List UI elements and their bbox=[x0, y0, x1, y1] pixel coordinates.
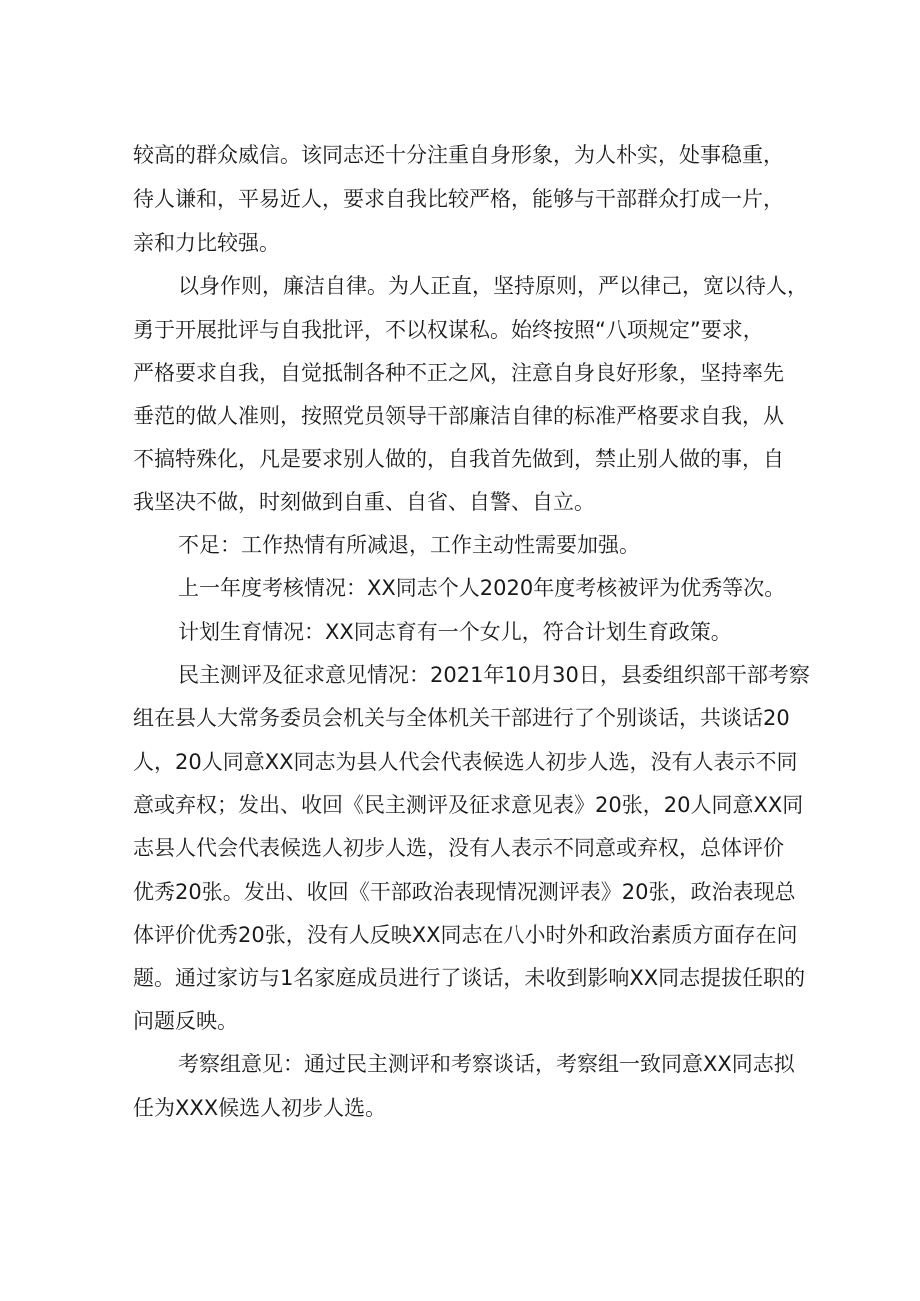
text-line: 不搞特殊化，凡是要求别人做的，自我首先做到，禁止别人做的事，自 bbox=[133, 447, 784, 471]
text-line: 严格要求自我，自觉抵制各种不正之风，注意自身良好形象，坚持率先 bbox=[133, 361, 784, 385]
text-line: 计划生育情况：XX同志育有一个女儿，符合计划生育政策。 bbox=[178, 620, 732, 644]
text-line: 人，20人同意XX同志为县人代会代表候选人初步人选，没有人表示不同 bbox=[133, 750, 798, 774]
text-line: 以身作则，廉洁自律。为人正直，坚持原则，严以律己，宽以待人， bbox=[178, 274, 808, 298]
text-line: 较高的群众威信。该同志还十分注重自身形象，为人朴实，处事稳重， bbox=[133, 143, 784, 167]
text-line: 我坚决不做，时刻做到自重、自省、自警、自立。 bbox=[133, 490, 595, 514]
text-line: 任为XXX候选人初步人选。 bbox=[133, 1096, 387, 1120]
text-line: 上一年度考核情况：XX同志个人2020年度考核被评为优秀等次。 bbox=[178, 576, 786, 600]
text-line: 问题反映。 bbox=[133, 1009, 238, 1033]
text-line: 题。通过家访与1名家庭成员进行了谈话，未收到影响XX同志提拔任职的 bbox=[133, 966, 806, 990]
text-line: 考察组意见：通过民主测评和考察谈话，考察组一致同意XX同志拟 bbox=[178, 1052, 795, 1076]
text-line: 待人谦和，平易近人，要求自我比较严格，能够与干部群众打成一片， bbox=[133, 187, 784, 211]
text-line: 意或弃权；发出、收回《民主测评及征求意见表》20张，20人同意XX同 bbox=[133, 793, 804, 817]
text-line: 组在县人大常务委员会机关与全体机关干部进行了个别谈话，共谈话20 bbox=[133, 706, 790, 730]
text-line: 优秀20张。发出、收回《干部政治表现情况测评表》20张，政治表现总 bbox=[133, 880, 796, 904]
text-line: 勇于开展批评与自我批评，不以权谋私。始终按照“八项规定”要求， bbox=[133, 318, 764, 342]
text-line: 体评价优秀20张，没有人反映XX同志在八小时外和政治素质方面存在问 bbox=[133, 923, 798, 947]
text-line: 民主测评及征求意见情况：2021年10月30日，县委组织部干部考察 bbox=[178, 663, 810, 687]
text-line: 垂范的做人准则，按照党员领导干部廉洁自律的标准严格要求自我，从 bbox=[133, 404, 784, 428]
text-line: 不足：工作热情有所减退，工作主动性需要加强。 bbox=[178, 533, 640, 557]
text-line: 亲和力比较强。 bbox=[133, 231, 280, 255]
text-line: 志县人代会代表候选人初步人选，没有人表示不同意或弃权，总体评价 bbox=[133, 836, 784, 860]
